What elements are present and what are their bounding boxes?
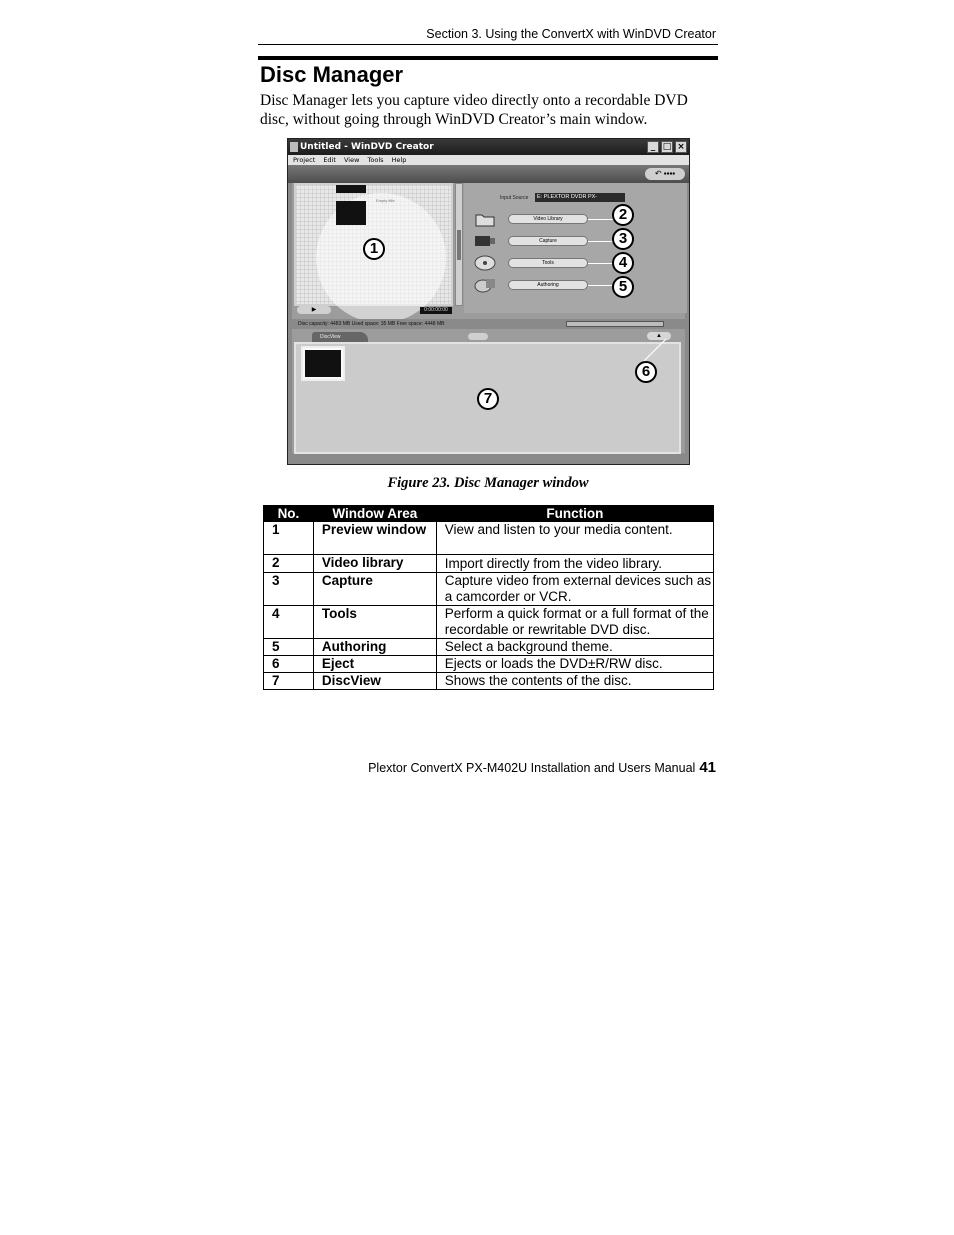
row-no: 4 [264,606,314,639]
callout-1: 1 [363,238,385,260]
input-source-select: E: PLEXTOR DVDR PX- [535,193,625,202]
preview-block [336,185,366,193]
authoring-icon [474,277,496,293]
table-row [264,673,714,690]
callout-2: 2 [612,204,634,226]
capture-button: Capture [508,236,588,246]
callout-6-line [628,337,668,363]
row-no: 7 [264,673,314,690]
menu-tools: Tools [367,156,384,164]
table-header-row [264,506,714,522]
function-panel [464,183,687,313]
row-function: Capture video from external devices such as a camcorder or VCR. [436,573,713,606]
minimize-icon: _ [647,141,659,153]
row-no: 3 [264,573,314,606]
row-function: Select a background theme. [436,639,713,656]
menu-view: View [344,156,360,164]
menu-project: Project [293,156,316,164]
undo-icon: ↶ ▪▪▪▪ [645,168,685,180]
discview-tab: DiscView [312,332,368,342]
window-title-bar [288,139,689,155]
table-row [264,573,714,606]
menu-edit: Edit [323,156,336,164]
close-icon: × [675,141,687,153]
intro-paragraph: Disc Manager lets you capture video directly onto a recordable DVD disc, without going through WinDVD Creator’s main window. [260,92,688,128]
eject-icon: ▲ [647,332,671,340]
figure-caption: Figure 23. Disc Manager window [387,475,589,491]
row-function: Import directly from the video library. [436,555,713,573]
table-row [264,656,714,673]
callout-5: 5 [612,276,634,298]
header-function: Function [436,506,713,522]
callout-6: 6 [635,361,657,383]
row-area: Preview window [313,522,436,555]
input-source-label: Input Source [500,195,529,201]
preview-placeholder: Empty title [376,198,395,203]
footer-text: Plextor ConvertX PX-M402U Installation and Users Manual [368,761,696,775]
row-function: View and listen to your media content. [436,522,713,555]
page-title: Disc Manager [260,62,404,87]
disc-manager-screenshot [287,138,690,465]
discview-tab-row [292,330,685,342]
disc-thumbnail [301,346,345,381]
callout-4: 4 [612,252,634,274]
menu-help: Help [391,156,407,164]
row-no: 1 [264,522,314,555]
row-area: Authoring [313,639,436,656]
window-area-table [263,505,714,690]
toolbar [288,165,689,183]
camcorder-icon [474,233,496,249]
callout-7: 7 [477,388,499,410]
row-area: Tools [313,606,436,639]
callout-3: 3 [612,228,634,250]
row-no: 5 [264,639,314,656]
row-no: 6 [264,656,314,673]
table-row [264,639,714,656]
video-library-button: Video Library [508,214,588,224]
running-header: Section 3. Using the ConvertX with WinDVD Creator [426,27,716,41]
capacity-bar [566,321,664,327]
title-rule [258,56,718,60]
status-bar [292,319,685,329]
table-row [264,522,714,555]
folder-icon [474,211,496,227]
tools-button: Tools [508,258,588,268]
app-icon [290,142,298,152]
page-number: 41 [699,759,716,776]
row-area: DiscView [313,673,436,690]
disc-icon [474,255,496,271]
authoring-button: Authoring [508,280,588,290]
row-area: Capture [313,573,436,606]
row-area: Video library [313,555,436,573]
volume-slider [455,183,463,306]
callout-line-5 [588,285,614,286]
row-function: Ejects or loads the DVD±R/RW disc. [436,656,713,673]
header-no: No. [264,506,314,522]
header-rule [258,44,718,45]
callout-line-3 [588,241,614,242]
row-function: Perform a quick format or a full format of the recordable or rewritable DVD disc. [436,606,713,639]
callout-line-4 [588,263,614,264]
time-display: 0:00:00:00 [420,307,452,314]
window-title: Untitled - WinDVD Creator [300,142,434,152]
row-function: Shows the contents of the disc. [436,673,713,690]
play-icon: ▶ [297,306,331,314]
callout-line-2 [588,219,614,220]
preview-thumbnail [336,201,366,225]
table-row [264,606,714,639]
page-footer [258,759,716,776]
menu-bar [288,155,689,165]
table-row [264,555,714,573]
header-window-area: Window Area [313,506,436,522]
row-area: Eject [313,656,436,673]
scroll-handle [468,333,488,340]
disc-capacity-text: Disc capacity: 4483 MB Used space: 35 MB Free space: 4448 MB [298,321,445,327]
maximize-icon: □ [662,142,672,152]
row-no: 2 [264,555,314,573]
